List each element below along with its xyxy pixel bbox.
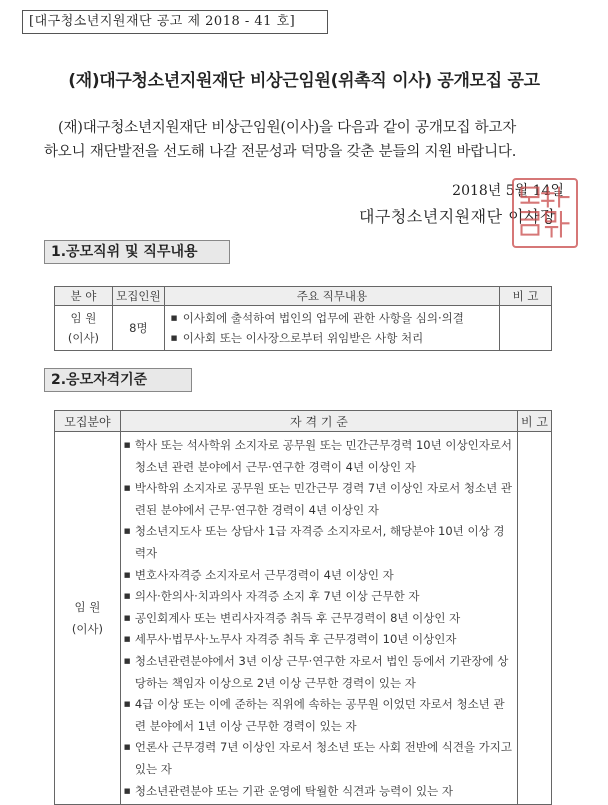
field-cell (55, 432, 121, 805)
page-title: (재)대구청소년지원재단 비상근임원(위촉직 이사) 공개모집 공고 (68, 71, 540, 91)
field-line-1: 임 원 (74, 600, 101, 615)
field-line-2: (이사) (67, 331, 100, 345)
section-heading-positions: 1.공모직위 및 직무내용 (44, 240, 230, 264)
table-header-row (55, 411, 552, 432)
col-header-duties: 주요 직무내용 (164, 287, 499, 306)
field-cell (55, 306, 113, 351)
list-item: ■ 청소년관련분야에서 3년 이상 근무·연구한 자로서 법인 등에서 기관장에 상당하는 책임자 이상으로 2년 이상 근무한 경력이 있는 자 (121, 651, 517, 694)
col-header-criteria: 자 격 기 준 (120, 411, 517, 432)
criteria-cell (120, 432, 517, 805)
list-item: ■ 공인회계사 또는 변리사자격증 취득 후 근무경력이 8년 이상인 자 (121, 608, 517, 630)
list-item: ■ 이사회 또는 이사장으로부터 위임받은 사항 처리 (165, 328, 499, 348)
list-item: ■ 변호사자격증 소지자로서 근무경력이 4년 이상인 자 (121, 565, 517, 587)
list-item: ■ 학사 또는 석사학위 소지자로 공무원 또는 민간근무경력 10년 이상인자로서 청소년 관련 분야에서 근무·연구한 경력이 4년 이상인 자 (121, 435, 517, 478)
list-item: ■ 세무사·법무사·노무사 자격증 취득 후 근무경력이 10년 이상인자 (121, 629, 517, 651)
list-item: ■ 언론사 근무경력 7년 이상인 자로서 청소년 또는 사회 전반에 식견을 가지고 있는 자 (121, 737, 517, 780)
note-cell (500, 306, 552, 351)
official-seal-icon (512, 178, 578, 248)
col-header-count: 모집인원 (112, 287, 164, 306)
issuer-name: 대구청소년지원재단 이사장 (358, 207, 556, 226)
field-line-2: (이사) (71, 622, 104, 637)
list-item: ■ 이사회에 출석하여 법인의 업무에 관한 사항을 심의·의결 (165, 308, 499, 328)
section-heading-qualifications: 2.응모자격기준 (44, 368, 192, 392)
list-item: ■ 박사학위 소지자로 공무원 또는 민간근무 경력 7년 이상인 자로서 청소년 관련된 분야에서 근무·연구한 경력이 4년 이상인 자 (121, 478, 517, 521)
intro-line-2: 하오니 재단발전을 선도해 나갈 전문성과 덕망을 갖춘 분들의 지원 바랍니다. (44, 144, 517, 160)
intro-paragraph (44, 116, 584, 164)
table-row (55, 432, 552, 805)
list-item: ■ 의사·한의사·치과의사 자격증 소지 후 7년 이상 근무한 자 (121, 586, 517, 608)
duties-cell (164, 306, 499, 351)
notice-number: [대구청소년지원재단 공고 제 2018 - 41 호] (22, 10, 328, 34)
col-header-field: 분 야 (55, 287, 113, 306)
list-item: ■ 청소년지도사 또는 상담사 1급 자격증 소지자로서, 해당분야 10년 이상 경력자 (121, 521, 517, 564)
positions-table (54, 286, 552, 351)
table-header-row (55, 287, 552, 306)
table-row (55, 306, 552, 351)
intro-line-1: (재)대구청소년지원재단 비상근임원(이사)을 다음과 같이 공개모집 하고자 (58, 120, 517, 136)
field-line-1: 임 원 (70, 311, 97, 325)
col-header-note: 비 고 (500, 287, 552, 306)
notice-date: 2018년 5월 14일 (452, 183, 564, 199)
col-header-field: 모집분야 (55, 411, 121, 432)
qualifications-table (54, 410, 552, 805)
col-header-note: 비 고 (518, 411, 552, 432)
count-cell: 8명 (112, 306, 164, 351)
note-cell (518, 432, 552, 805)
list-item: ■ 4급 이상 또는 이에 준하는 직위에 속하는 공무원 이었던 자로서 청소년 관련 분야에서 1년 이상 근무한 경력이 있는 자 (121, 694, 517, 737)
list-item: ■ 청소년관련분야 또는 기관 운영에 탁월한 식견과 능력이 있는 자 (121, 781, 517, 803)
